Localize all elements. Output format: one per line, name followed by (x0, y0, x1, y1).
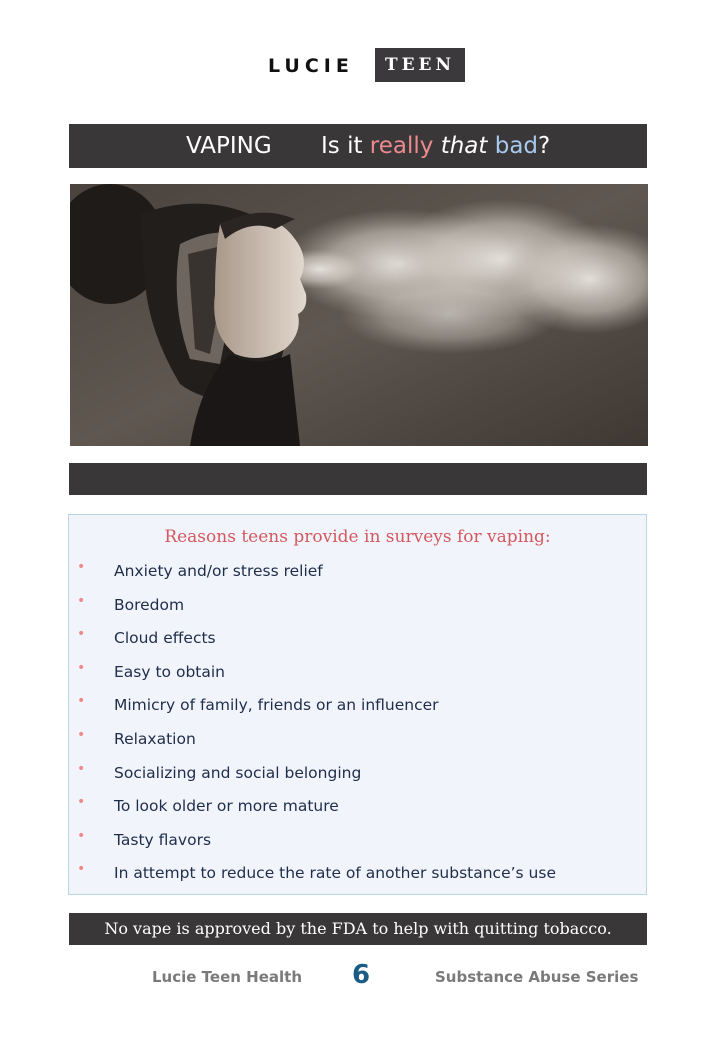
list-item-text: Cloud effects (114, 629, 216, 648)
list-item-text: Easy to obtain (114, 662, 225, 681)
list-item (69, 656, 646, 690)
bullet-icon: • (77, 592, 86, 609)
lucie-teen-logo (0, 48, 720, 82)
footer-publication: Lucie Teen Health (152, 968, 302, 986)
title-word-really: really (369, 133, 434, 159)
page-number: 6 (352, 960, 371, 990)
bullet-icon: • (77, 726, 86, 743)
list-item-text: Boredom (114, 595, 185, 614)
list-item-text: Relaxation (114, 729, 196, 748)
logo-teen-badge: TEEN (375, 48, 465, 82)
title-question (321, 124, 550, 168)
list-item-text: In attempt to reduce the rate of another substance’s use (114, 864, 556, 883)
logo-lucie-text: LUCIE (268, 55, 354, 77)
bullet-icon: • (77, 861, 86, 878)
bullet-icon: • (77, 794, 86, 811)
title-word-that: that (440, 133, 488, 159)
bullet-icon: • (77, 827, 86, 844)
list-item (69, 790, 646, 824)
list-item-text: Mimicry of family, friends or an influencer (114, 696, 439, 715)
list-item-text: To look older or more mature (114, 797, 339, 816)
list-item (69, 689, 646, 723)
list-item (69, 757, 646, 791)
bullet-icon: • (77, 760, 86, 777)
bullet-icon: • (77, 659, 86, 676)
title-space-1 (433, 133, 440, 159)
title-prefix: Is it (321, 133, 370, 159)
title-word-bad: bad (494, 133, 539, 159)
bullet-icon: • (77, 559, 86, 575)
list-item-text: Tasty flavors (114, 830, 212, 849)
reasons-box (68, 514, 647, 895)
reasons-list (69, 555, 646, 891)
list-item (69, 723, 646, 757)
title-space-2 (487, 133, 494, 159)
list-item (69, 555, 646, 589)
bullet-icon: • (77, 693, 86, 710)
list-item (69, 824, 646, 858)
bullet-icon: • (77, 626, 86, 643)
title-suffix: ? (538, 133, 551, 159)
list-item-text: Socializing and social belonging (114, 763, 362, 782)
list-item-text: Anxiety and/or stress relief (114, 562, 323, 580)
list-item (69, 622, 646, 656)
fda-note-bar: No vape is approved by the FDA to help with quitting tobacco. (69, 913, 647, 945)
teen-vaping-photo (70, 184, 648, 446)
footer-series: Substance Abuse Series (435, 968, 639, 986)
list-item (69, 857, 646, 891)
reasons-heading: Reasons teens provide in surveys for vaping: (164, 527, 551, 547)
divider-bar (69, 463, 647, 495)
page-footer (0, 960, 720, 996)
list-item (69, 589, 646, 623)
title-vaping: VAPING (186, 133, 272, 159)
page-title-bar (69, 124, 647, 168)
